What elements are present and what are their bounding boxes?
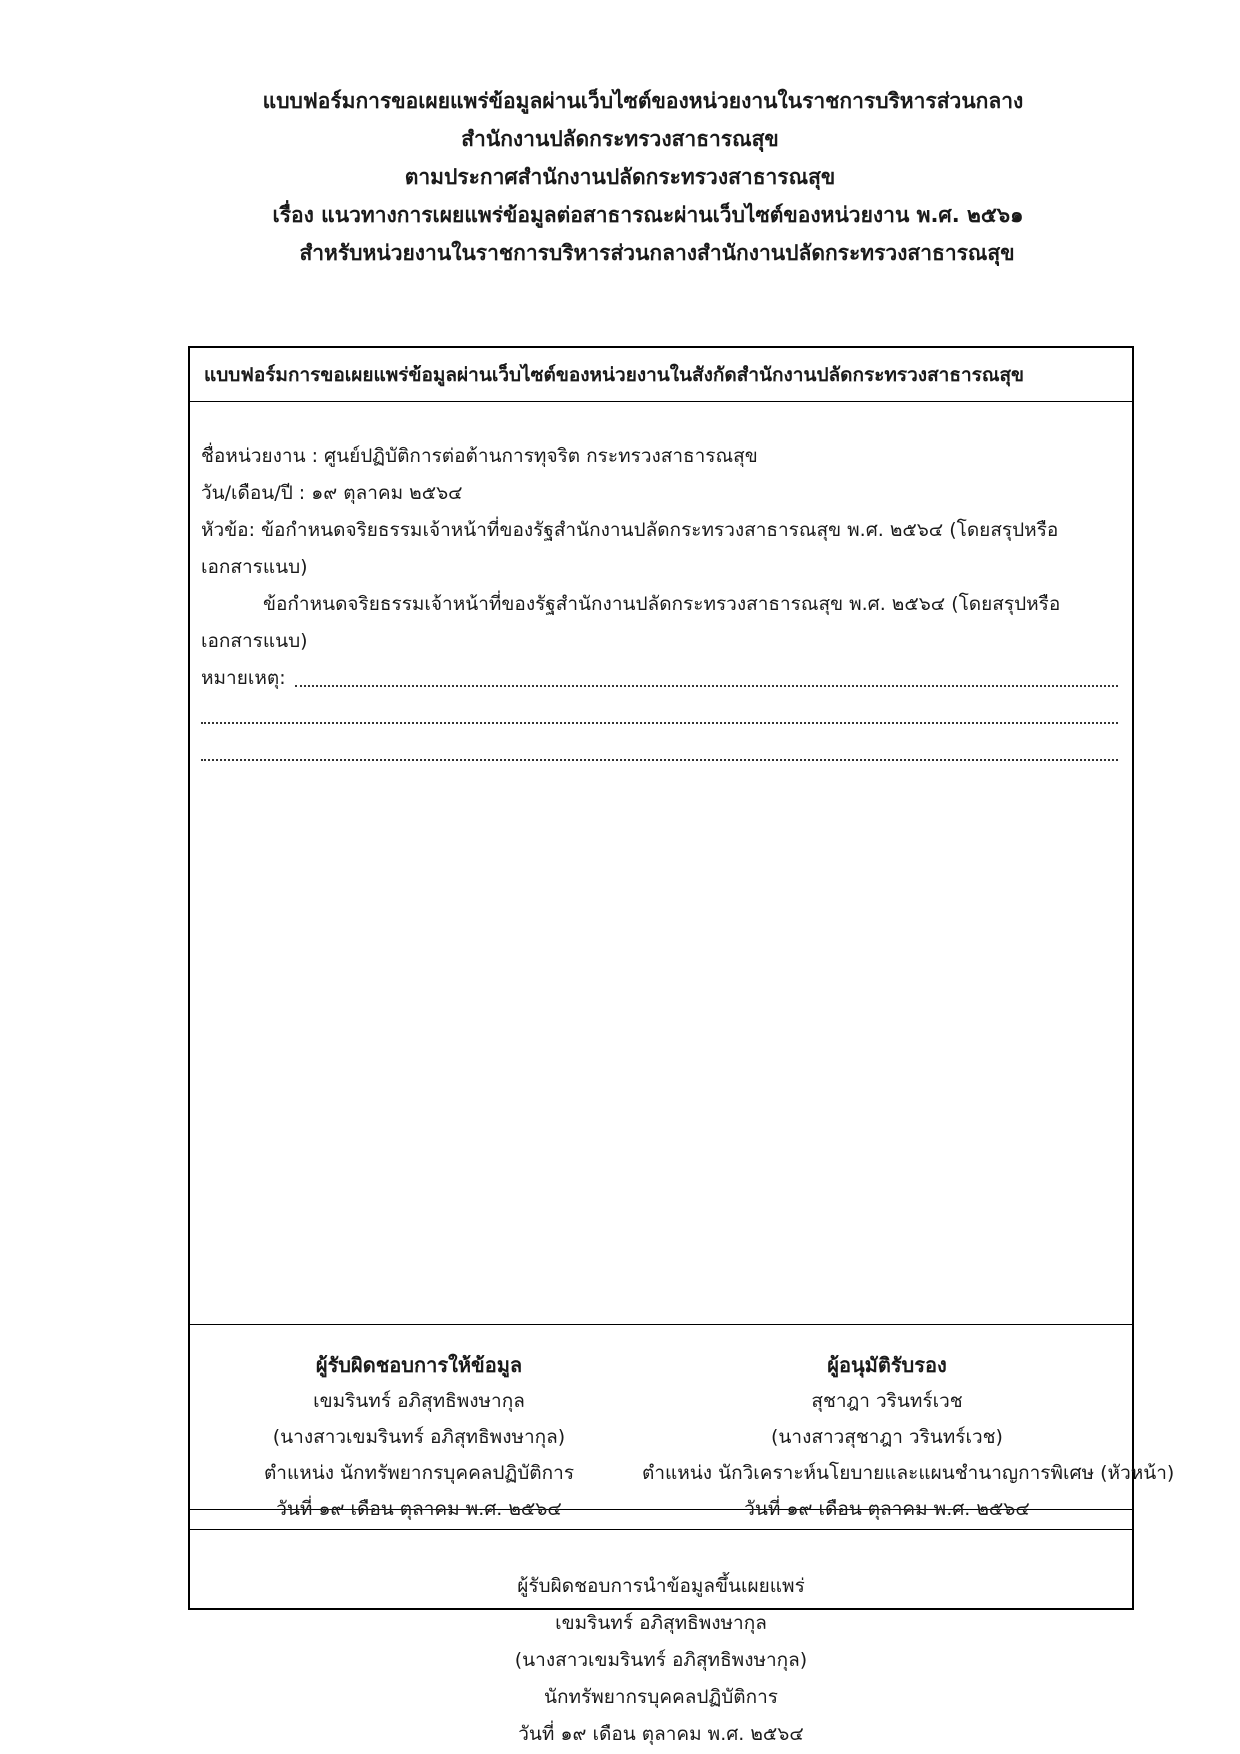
form-date: วัน/เดือน/ปี : ๑๙ ตุลาคม ๒๕๖๔ — [201, 482, 463, 504]
remark-line-2 — [201, 697, 1118, 734]
publisher-title: ผู้รับผิดชอบการนำข้อมูลขึ้นเผยแพร่ — [517, 1575, 805, 1597]
provider-full-name: (นางสาวเขมรินทร์ อภิสุทธิพงษากุล) — [272, 1426, 566, 1448]
publisher-signature: เขมรินทร์ อภิสุทธิพงษากุล — [555, 1612, 767, 1634]
document-header — [0, 82, 1240, 272]
publisher-full-name: (นางสาวเขมรินทร์ อภิสุทธิพงษากุล) — [514, 1649, 808, 1671]
header-line-2: สำนักงานปลัดกระทรวงสาธารณสุข — [461, 127, 779, 151]
remark-label: หมายเหตุ: — [201, 667, 286, 689]
publication-request-form — [188, 346, 1175, 1745]
header-line-3: ตามประกาศสำนักงานปลัดกระทรวงสาธารณสุข — [404, 165, 836, 189]
topic-line-2: เอกสารแนบ) — [201, 556, 308, 578]
publisher-date: วันที่ ๑๙ เดือน ตุลาคม พ.ศ. ๒๕๖๔ — [518, 1723, 804, 1745]
remark-dotted-fill — [201, 722, 1118, 724]
approver-position: ตำแหน่ง นักวิเคราะห์นโยบายและแผนชำนาญการพิเศษ (หัวหน้า) — [642, 1462, 1175, 1484]
provider-date: วันที่ ๑๙ เดือน ตุลาคม พ.ศ. ๒๕๖๔ — [276, 1498, 562, 1520]
agency-name: ชื่อหน่วยงาน : ศูนย์ปฏิบัติการต่อต้านการทุจริต กระทรวงสาธารณสุข — [201, 445, 758, 467]
provider-position: ตำแหน่ง นักทรัพยากรบุคคลปฏิบัติการ — [263, 1462, 575, 1484]
topic-line-1: หัวข้อ: ข้อกำหนดจริยธรรมเจ้าหน้าที่ของรัฐสำนักงานปลัดกระทรวงสาธารณสุข พ.ศ. ๒๕๖๔ (โดยสรุปหรือ — [201, 519, 1059, 541]
signature-section — [190, 1324, 1175, 1530]
provider-signature: เขมรินทร์ อภิสุทธิพงษากุล — [313, 1390, 525, 1412]
remark-dotted-fill — [201, 759, 1118, 761]
remark-line-1 — [201, 660, 1118, 697]
approver-signature: สุชาฎา วรินทร์เวช — [811, 1390, 963, 1412]
header-line-5: สำหรับหน่วยงานในราชการบริหารส่วนกลางสำนักงานปลัดกระทรวงสาธารณสุข — [299, 241, 1015, 265]
detail-line-1: ข้อกำหนดจริยธรรมเจ้าหน้าที่ของรัฐสำนักงานปลัดกระทรวงสาธารณสุข พ.ศ. ๒๕๖๔ (โดยสรุปหรือ — [263, 593, 1061, 615]
remark-line-3 — [201, 734, 1118, 771]
form-title: แบบฟอร์มการขอเผยแพร่ข้อมูลผ่านเว็บไซต์ของหน่วยงานในสังกัดสำนักงานปลัดกระทรวงสาธารณสุข — [190, 348, 1132, 402]
approver-title: ผู้อนุมัติรับรอง — [827, 1353, 947, 1377]
provider-title: ผู้รับผิดชอบการให้ข้อมูล — [315, 1353, 523, 1377]
approver-full-name: (นางสาวสุชาฎา วรินทร์เวช) — [771, 1426, 1003, 1448]
publisher-position: นักทรัพยากรบุคคลปฏิบัติการ — [544, 1686, 778, 1708]
remark-dotted-fill — [295, 685, 1118, 687]
detail-line-2: เอกสารแนบ) — [201, 630, 308, 652]
header-line-1: แบบฟอร์มการขอเผยแพร่ข้อมูลผ่านเว็บไซต์ของหน่วยงานในราชการบริหารส่วนกลาง — [262, 89, 1024, 113]
publisher-section — [190, 1530, 1132, 1745]
information-provider-block — [234, 1347, 604, 1527]
header-line-4: เรื่อง แนวทางการเผยแพร่ข้อมูลต่อสาธารณะผ่านเว็บไซต์ของหน่วยงาน พ.ศ. ๒๕๖๑ — [272, 203, 1024, 227]
approver-block — [642, 1347, 1175, 1527]
approver-date: วันที่ ๑๙ เดือน ตุลาคม พ.ศ. ๒๕๖๔ — [744, 1498, 1030, 1520]
